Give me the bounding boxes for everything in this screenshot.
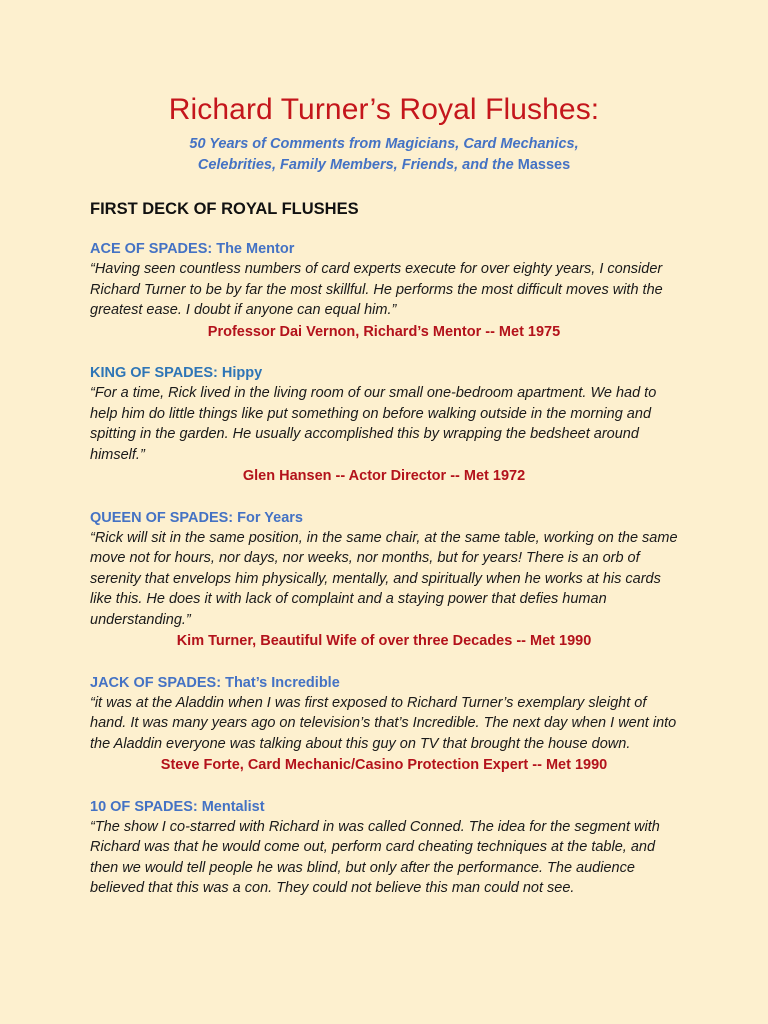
testimonial-attribution: Kim Turner, Beautiful Wife of over three Decades -- Met 1990 [176, 633, 592, 649]
testimonial-list [90, 239, 678, 899]
card-heading: QUEEN OF SPADES: For Years [90, 509, 303, 526]
testimonial-quote: “it was at the Aladdin when I was first exposed to Richard Turner’s exemplary sleight of hand. It was many years ago on television’s that’s Incredible. The next day when I went into the Aladdin everyone was talking about this guy on TV that brought the house down. [90, 694, 677, 752]
deck-heading: FIRST DECK OF ROYAL FLUSHES [90, 200, 359, 218]
testimonial-attribution: Professor Dai Vernon, Richard’s Mentor -- Met 1975 [207, 323, 561, 340]
testimonial-jack-of-spades [90, 673, 678, 776]
testimonial-10-of-spades [90, 797, 678, 899]
card-heading: ACE OF SPADES: The Mentor [90, 241, 295, 257]
testimonial-quote: “The show I co-starred with Richard in was called Conned. The idea for the segment with Richard was that he would come out, perform card cheating techniques at the table, and then we would tell people he was blind, but only after the performance. The audience believed that this was a con. They could not believe this man could not see. [90, 818, 660, 896]
testimonial-attribution: Glen Hansen -- Actor Director -- Met 1972 [242, 468, 526, 484]
testimonial-quote: “Having seen countless numbers of card experts execute for over eighty years, I consider Richard Turner to be by far the most skillful. He performs the most difficult moves with the greatest ease. I doubt if anyone can equal him.” [90, 261, 663, 318]
testimonial-attribution: Steve Forte, Card Mechanic/Casino Protection Expert -- Met 1990 [160, 757, 608, 773]
testimonial-queen-of-spades [90, 508, 678, 652]
testimonial-quote: “For a time, Rick lived in the living room of our small one-bedroom apartment. We had to help him do little things like put something on before walking outside in the morning and spitting in the garden. He usually accomplished this by wrapping the bedsheet around himself.” [90, 385, 657, 463]
subtitle-line-1: 50 Years of Comments from Magicians, Card Mechanics, [189, 136, 579, 152]
document-title: Richard Turner’s Royal Flushes: [168, 93, 600, 126]
card-heading: JACK OF SPADES: That’s Incredible [90, 674, 340, 691]
subtitle-line-2 [90, 155, 678, 176]
testimonial-king-of-spades [90, 363, 678, 487]
subtitle-line-2-italic: Celebrities, Family Members, Friends, and the [197, 157, 518, 173]
card-heading: 10 OF SPADES: Mentalist [90, 798, 265, 815]
subtitle-line-2-upright: Masses [517, 157, 571, 173]
testimonial-quote: “Rick will sit in the same position, in the same chair, at the same table, working on the same move not for hours, nor days, nor weeks, nor months, but for years! There is an orb of serenity that envelops him physically, mentally, and spiritually when he works at his cards like this. He does it with lack of complaint and a staying power that defies human understanding.” [90, 529, 678, 628]
testimonial-ace-of-spades [90, 239, 678, 342]
document-subtitle [90, 134, 678, 176]
card-heading: KING OF SPADES: Hippy [90, 365, 263, 381]
